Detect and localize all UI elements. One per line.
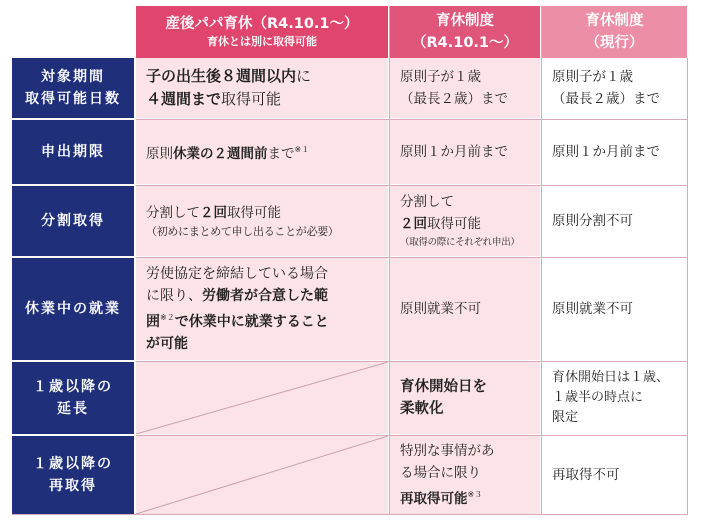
- text: 原則就業不可: [400, 301, 481, 317]
- text-bold: 育休開始日を: [400, 379, 487, 395]
- header-col3-title: 育休制度: [585, 13, 644, 29]
- text: 育休開始日は１歳、: [552, 370, 670, 385]
- text-bold: 柔軟化: [400, 401, 444, 417]
- text: 原則子が１歳: [400, 69, 481, 85]
- rowhdr-label-line: 休業中の就業: [25, 301, 121, 317]
- rowhdr-encho: [12, 362, 134, 434]
- text: に: [296, 67, 312, 85]
- cell-kigen-current: [542, 120, 687, 184]
- footnote-mark: ※３: [467, 490, 483, 499]
- divider: [687, 58, 688, 514]
- cell-saishutoku-new: [390, 436, 540, 514]
- header-col1-title: 産後パパ育休（R4.10.1～）: [165, 16, 359, 32]
- header-col3-subtitle: （現行）: [585, 35, 644, 51]
- footnote-mark: ※２: [160, 313, 175, 322]
- divider: [136, 361, 688, 362]
- divider: [389, 6, 390, 514]
- text-bold: 労働者が合意した範: [202, 288, 328, 304]
- cell-taisho-current: [542, 58, 687, 118]
- header-col2-subtitle: （R4.10.1～）: [411, 35, 519, 51]
- text-bold: 子の出生後８週間以内: [146, 67, 297, 85]
- cell-encho-new: [390, 362, 540, 434]
- cell-shugyo-current: [542, 258, 687, 360]
- text: １歳半の時点に: [552, 390, 644, 405]
- text-bold: 再取得可能: [400, 491, 468, 507]
- rowhdr-label-line: 再取得: [49, 478, 97, 494]
- text: る場合に限り: [400, 465, 481, 481]
- header-ikukyu-new: [390, 6, 540, 58]
- text: 限定: [552, 410, 579, 425]
- rowhdr-label-line: 申出期限: [41, 144, 105, 160]
- header-sango-papa-ikukyu: [136, 6, 388, 58]
- divider: [136, 257, 688, 258]
- diagonal-line: [136, 436, 388, 514]
- cell-shugyo-new: [390, 258, 540, 360]
- text: （最長２歳）まで: [552, 91, 660, 107]
- text: 取得可能: [427, 216, 481, 232]
- rowhdr-moushide-kigen: [12, 120, 134, 184]
- text-bold: ４週間まで: [146, 90, 222, 108]
- cell-bunkatsu-new: [390, 186, 540, 256]
- rowhdr-shugyo: [12, 258, 134, 360]
- cell-kigen-new: [390, 120, 540, 184]
- diagonal-line: [136, 362, 388, 434]
- text: 分割して: [400, 194, 454, 210]
- note-small: （取得の際にそれぞれ申出）: [400, 237, 520, 248]
- cell-bunkatsu-current: [542, 186, 687, 256]
- header-ikukyu-current: [542, 6, 687, 58]
- text: に限り、: [146, 288, 202, 304]
- rowhdr-saishutoku: [12, 436, 134, 514]
- cell-encho-papa-empty: [136, 362, 388, 434]
- rowhdr-label-line: 延長: [57, 401, 89, 417]
- header-col2-title: 育休制度: [436, 13, 494, 29]
- cell-saishutoku-papa-empty: [136, 436, 388, 514]
- text: 原則１か月前まで: [552, 144, 660, 160]
- divider: [136, 185, 688, 186]
- text-bold: 休業の２週間前: [173, 146, 268, 162]
- text-bold: で休業中に就業すること: [174, 314, 329, 330]
- divider: [12, 514, 688, 515]
- cell-saishutoku-current: [542, 436, 687, 514]
- text: 分割して: [146, 205, 200, 221]
- note-small: （初めにまとめて申し出ることが必要）: [146, 225, 339, 238]
- header-col1-subtitle: 育休とは別に取得可能: [207, 35, 317, 48]
- rowhdr-label-line: 対象期間: [41, 69, 105, 85]
- text-bold: ２回: [400, 216, 427, 232]
- text: 再取得不可: [552, 467, 620, 483]
- text-bold: ２回: [200, 205, 227, 221]
- rowhdr-label-line: 分割取得: [41, 213, 105, 229]
- text: 原則１か月前まで: [400, 144, 508, 160]
- cell-taisho-new: [390, 58, 540, 118]
- rowhdr-bunkatsu: [12, 186, 134, 256]
- cell-bunkatsu-papa: [136, 186, 388, 256]
- text: 特別な事情があ: [400, 443, 495, 459]
- text: 取得可能: [221, 90, 282, 108]
- divider: [136, 119, 688, 120]
- divider: [541, 6, 542, 514]
- footnote-mark: ※１: [294, 145, 310, 154]
- cell-taisho-papa: [136, 58, 388, 118]
- rowhdr-taisho-kikan: [12, 58, 134, 118]
- text: （最長２歳）まで: [400, 91, 508, 107]
- text: 原則子が１歳: [552, 69, 633, 85]
- text-bold: が可能: [146, 336, 188, 352]
- cell-encho-current: [542, 362, 687, 434]
- text: 労使協定を締結している場合: [146, 266, 328, 282]
- text: 原則分割不可: [552, 213, 633, 229]
- text: 原則: [146, 146, 173, 162]
- cell-kigen-papa: [136, 120, 388, 184]
- cell-shugyo-papa: [136, 258, 388, 360]
- divider: [136, 435, 688, 436]
- rowhdr-label-line: 取得可能日数: [25, 91, 121, 107]
- text: 原則就業不可: [552, 301, 633, 317]
- text-bold: 囲: [146, 314, 160, 330]
- text: 取得可能: [227, 205, 281, 221]
- text: まで: [267, 146, 295, 162]
- rowhdr-label-line: １歳以降の: [33, 456, 113, 472]
- rowhdr-label-line: １歳以降の: [33, 379, 113, 395]
